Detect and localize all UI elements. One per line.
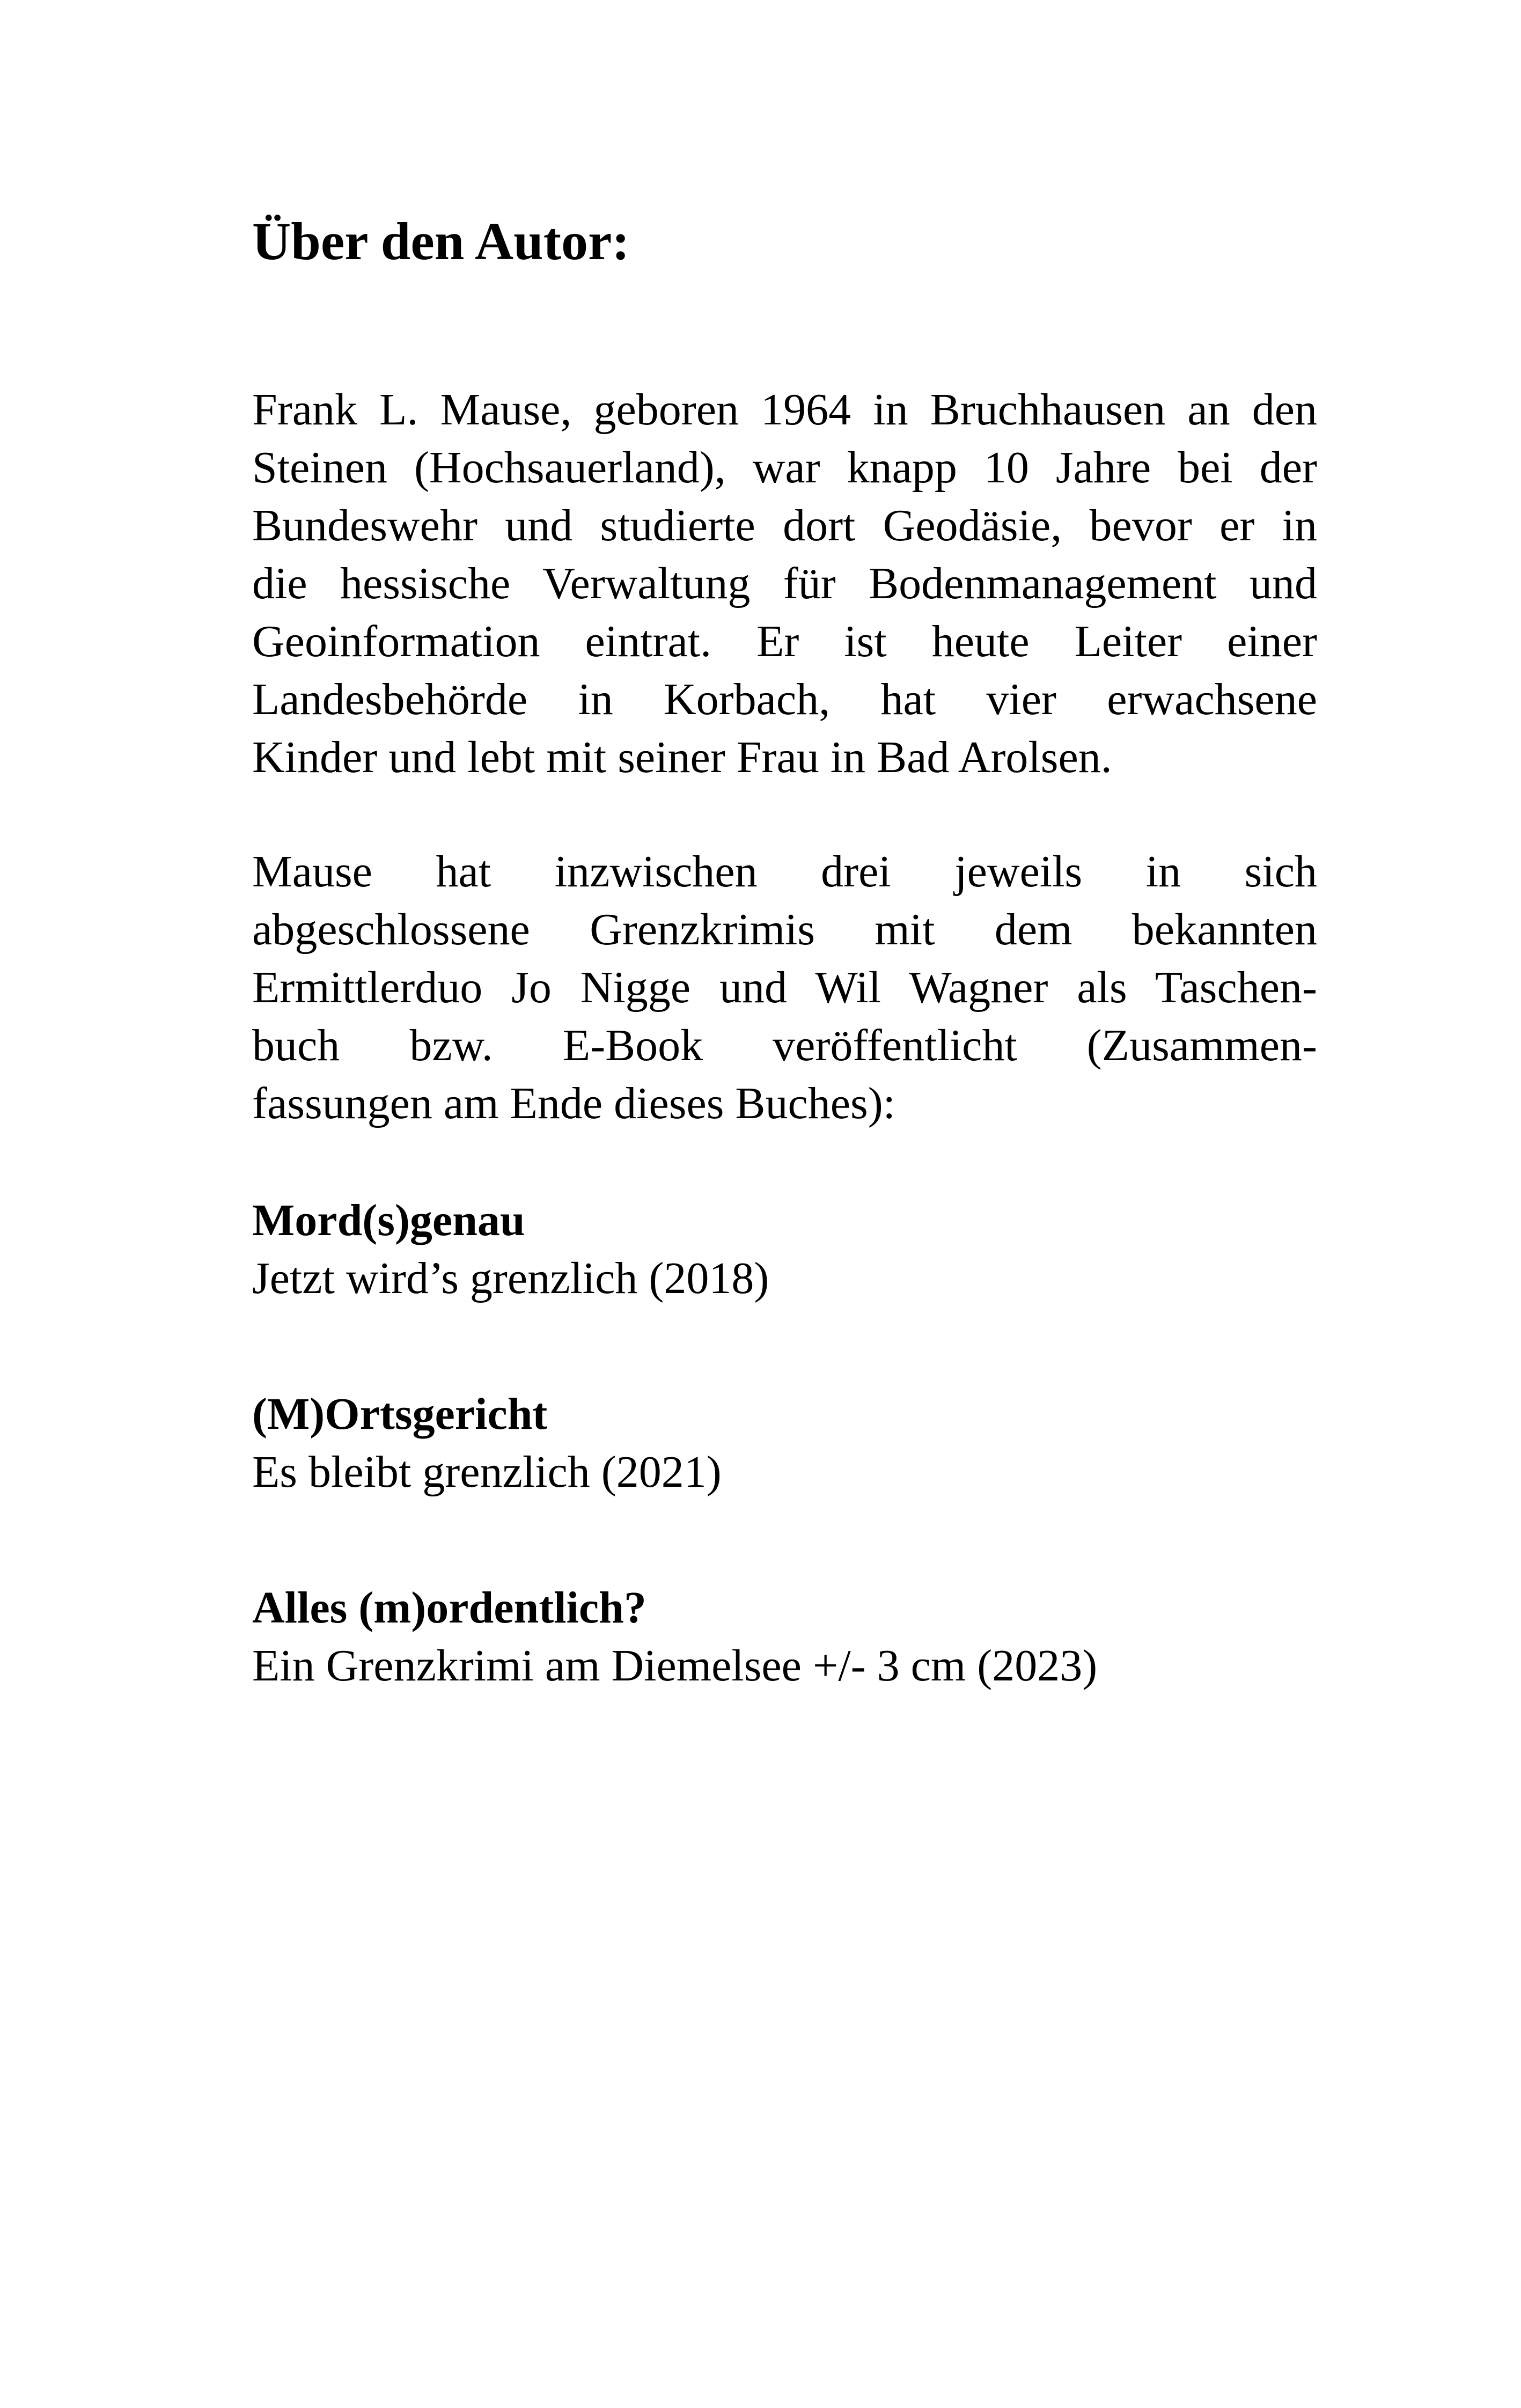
- text-line: abgeschlossene Grenzkrimis mit dem bekannten: [252, 905, 1317, 955]
- book-title: Mord(s)genau: [252, 1195, 525, 1245]
- book-title: Alles (m)ordentlich?: [252, 1583, 646, 1633]
- text-line: Mause hat inzwischen drei jeweils in sich: [252, 847, 1317, 897]
- publications-paragraph: [252, 843, 1317, 1133]
- page-content: [252, 209, 1317, 1695]
- text-line: Bundeswehr und studierte dort Geodäsie, bevor er in: [252, 501, 1317, 550]
- book-title: (M)Ortsgericht: [252, 1389, 548, 1439]
- page-title: Über den Autor:: [252, 211, 630, 271]
- text-line: die hessische Verwaltung für Bodenmanagement und: [252, 559, 1317, 608]
- text-line: fassungen am Ende dieses Buches):: [252, 1078, 896, 1128]
- text-line: Geoinformation eintrat. Er ist heute Leiter einer: [252, 616, 1317, 666]
- book-entry: [252, 1579, 1317, 1695]
- text-line: buch bzw. E-Book veröffentlicht (Zusammen-: [252, 1021, 1317, 1070]
- text-line: Landesbehörde in Korbach, hat vier erwachsene: [252, 674, 1317, 724]
- book-list: [252, 1192, 1317, 1695]
- text-line: Steinen (Hochsauerland), war knapp 10 Jahre bei der: [252, 443, 1317, 493]
- book-entry: [252, 1192, 1317, 1308]
- book-subtitle: Ein Grenzkrimi am Diemelsee +/- 3 cm (2023): [252, 1641, 1098, 1691]
- text-line: Frank L. Mause, geboren 1964 in Bruchhausen an den: [252, 385, 1317, 435]
- book-entry: [252, 1385, 1317, 1501]
- author-bio-paragraph: [252, 381, 1317, 787]
- book-subtitle: Jetzt wird’s grenzlich (2018): [252, 1253, 769, 1303]
- book-subtitle: Es bleibt grenzlich (2021): [252, 1447, 722, 1497]
- text-line: Ermittlerduo Jo Nigge und Wil Wagner als Taschen-: [252, 963, 1317, 1012]
- text-line: Kinder und lebt mit seiner Frau in Bad Arolsen.: [252, 732, 1112, 782]
